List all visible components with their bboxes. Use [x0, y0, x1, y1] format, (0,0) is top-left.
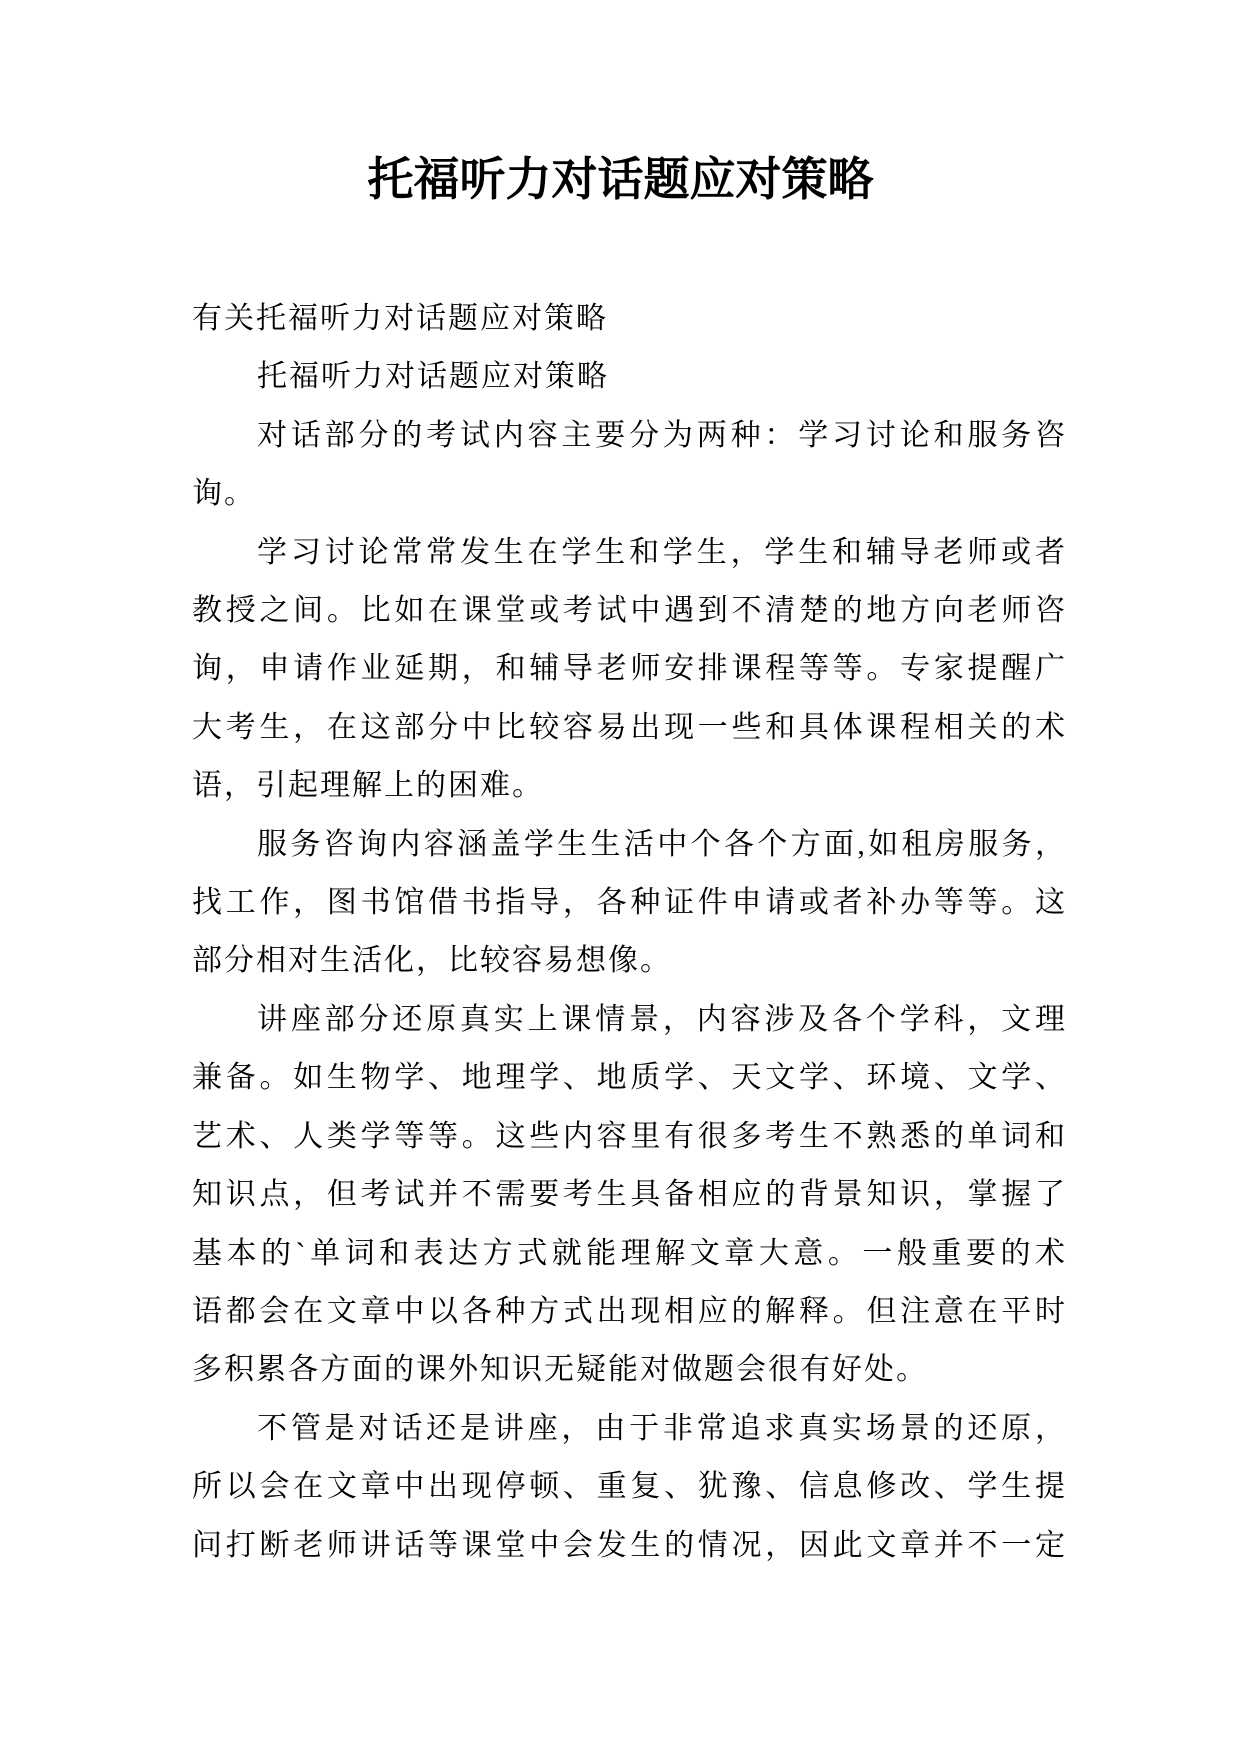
- paragraph-line: 不管是对话还是讲座，由于非常追求真实场景的还原，: [257, 1411, 1067, 1445]
- paragraph-line: 有关托福听力对话题应对策略: [192, 302, 608, 335]
- paragraph-line: 多积累各方面的课外知识无疑能对做题会很有好处。: [192, 1353, 928, 1387]
- paragraph-line: 问打断老师讲话等课堂中会发生的情况，因此文章并不一定: [192, 1528, 1067, 1562]
- paragraph-line: 服务咨询内容涵盖学生生活中个各个方面,如租房服务，: [257, 827, 1067, 861]
- paragraph-line: 找工作，图书馆借书指导，各种证件申请或者补办等等。这: [192, 886, 1067, 920]
- paragraph-line: 部分相对生活化，比较容易想像。: [192, 944, 672, 978]
- paragraph-line: 艺术、人类学等等。这些内容里有很多考生不熟悉的单词和: [192, 1119, 1067, 1153]
- document-title: 托福听力对话题应对策略: [367, 154, 874, 205]
- paragraph-line: 基本的`单词和表达方式就能理解文章大意。一般重要的术: [192, 1236, 1067, 1270]
- paragraph-line: 讲座部分还原真实上课情景，内容涉及各个学科，文理: [257, 1002, 1067, 1036]
- paragraph-line: 询。: [192, 477, 256, 511]
- paragraph-line: 托福听力对话题应对策略: [257, 360, 609, 394]
- paragraph-line: 询，申请作业延期，和辅导老师安排课程等等。专家提醒广: [192, 652, 1067, 686]
- paragraph-line: 兼备。如生物学、地理学、地质学、天文学、环境、文学、: [192, 1061, 1067, 1095]
- document-body: [192, 290, 1067, 1575]
- paragraph-line: 语都会在文章中以各种方式出现相应的解释。但注意在平时: [192, 1294, 1067, 1328]
- paragraph-line: 知识点，但考试并不需要考生具备相应的背景知识，掌握了: [192, 1178, 1067, 1212]
- paragraph-line: 语，引起理解上的困难。: [192, 769, 544, 803]
- paragraph-line: 学习讨论常常发生在学生和学生，学生和辅导老师或者: [257, 535, 1067, 569]
- paragraph-line: 大考生，在这部分中比较容易出现一些和具体课程相关的术: [192, 710, 1067, 744]
- paragraph-line: 教授之间。比如在课堂或考试中遇到不清楚的地方向老师咨: [192, 594, 1067, 628]
- paragraph-line: 对话部分的考试内容主要分为两种：学习讨论和服务咨: [257, 418, 1067, 452]
- paragraph-line: 所以会在文章中出现停顿、重复、犹豫、信息修改、学生提: [192, 1470, 1067, 1504]
